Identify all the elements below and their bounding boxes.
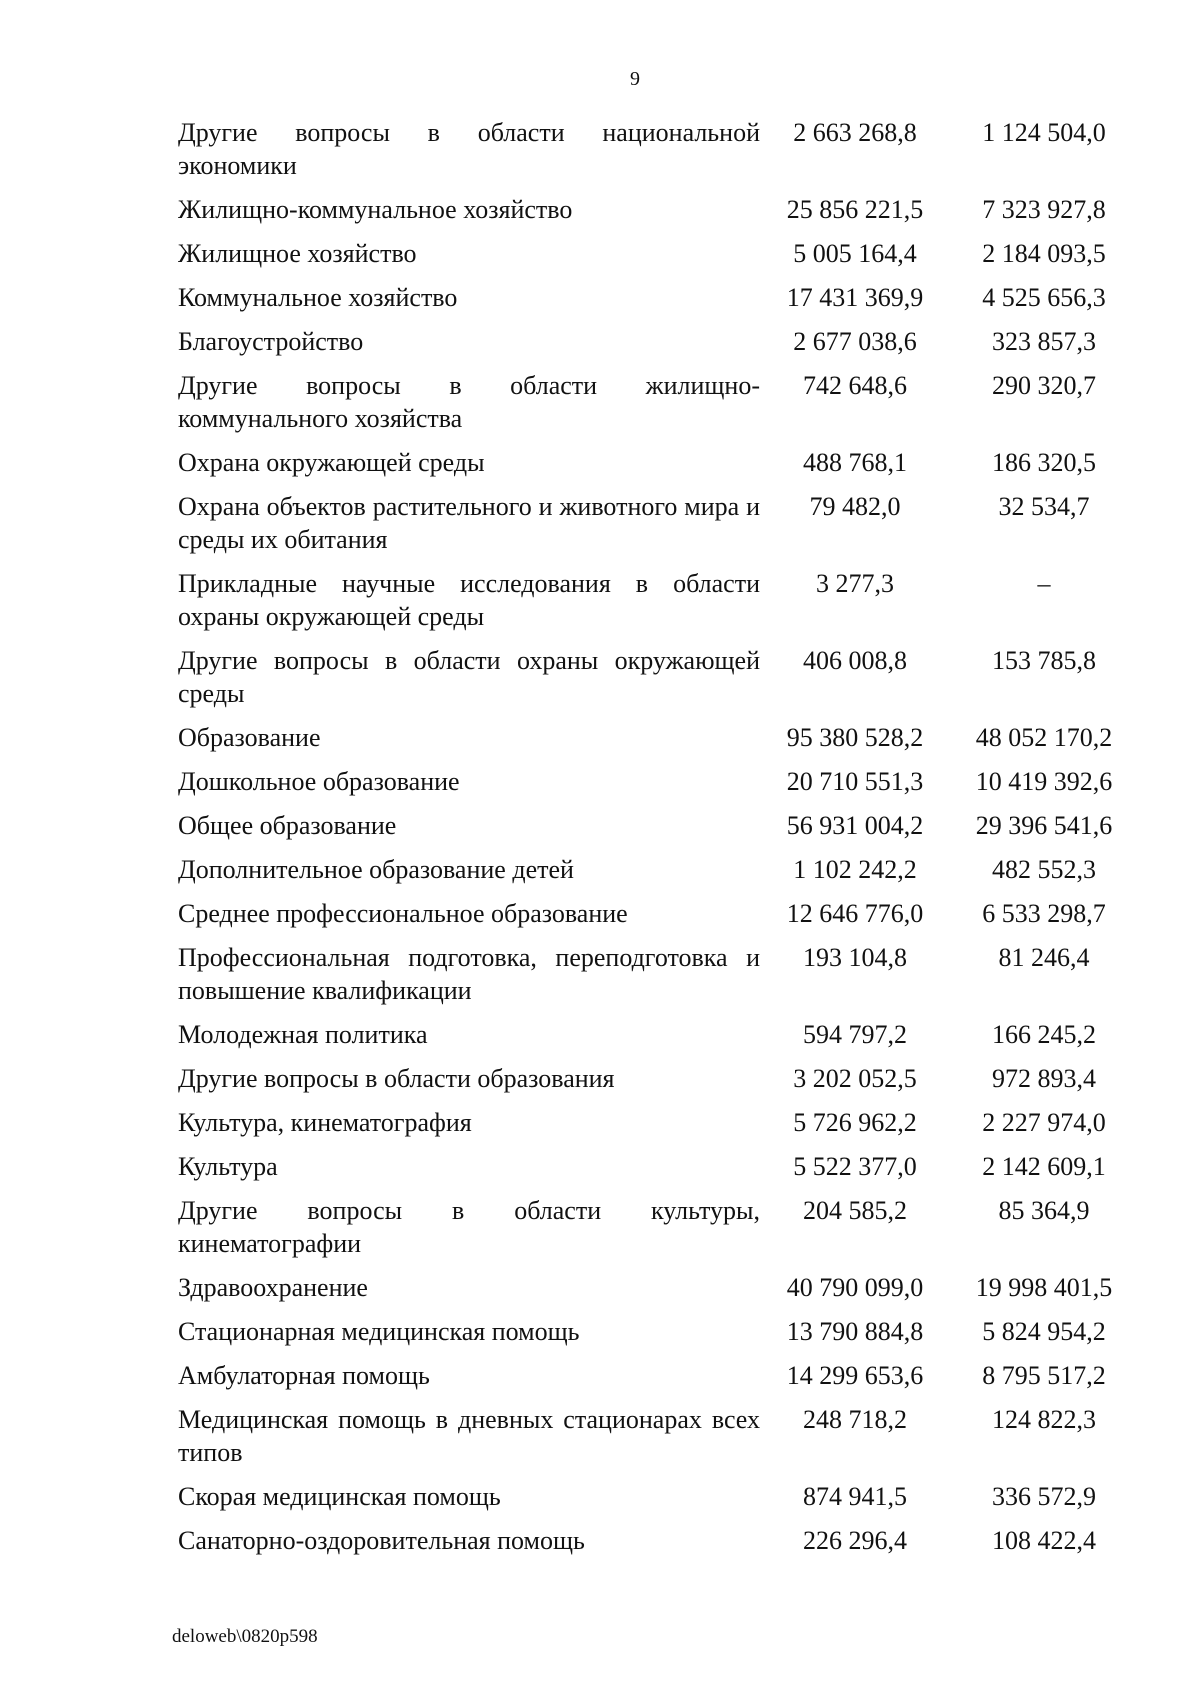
- table-row: [178, 193, 1138, 226]
- row-label: Культура, кинематография: [178, 1108, 472, 1137]
- table-row: [178, 1315, 1138, 1348]
- row-value-1: 2 677 038,6: [793, 327, 917, 356]
- row-label: Другие вопросы в области жилищно-коммунального хозяйства: [178, 371, 760, 433]
- row-value-2: 48 052 170,2: [975, 723, 1113, 752]
- table-row: [178, 1194, 1138, 1260]
- row-value-2: 108 422,4: [992, 1526, 1096, 1555]
- row-value-1: 14 299 653,6: [786, 1361, 924, 1390]
- row-label: Охрана объектов растительного и животного мира и среды их обитания: [178, 492, 760, 554]
- row-value-1: 17 431 369,9: [786, 283, 924, 312]
- row-label: Жилищно-коммунальное хозяйство: [178, 195, 573, 224]
- row-value-2: 8 795 517,2: [982, 1361, 1106, 1390]
- table-row: [178, 281, 1138, 314]
- table-row: [178, 1150, 1138, 1183]
- row-label: Другие вопросы в области культуры, кинематографии: [178, 1196, 760, 1258]
- row-value-2: 336 572,9: [992, 1482, 1096, 1511]
- table-row: [178, 1271, 1138, 1304]
- row-label: Другие вопросы в области охраны окружающей среды: [178, 646, 760, 708]
- row-label: Стационарная медицинская помощь: [178, 1317, 580, 1346]
- table-row: [178, 897, 1138, 930]
- row-value-2: 10 419 392,6: [975, 767, 1113, 796]
- row-value-1: 25 856 221,5: [786, 195, 924, 224]
- row-value-1: 5 005 164,4: [793, 239, 917, 268]
- row-label: Благоустройство: [178, 327, 364, 356]
- row-value-2: 2 227 974,0: [982, 1108, 1106, 1137]
- row-value-2: 32 534,7: [998, 492, 1090, 521]
- row-label: Дополнительное образование детей: [178, 855, 574, 884]
- row-value-2: 323 857,3: [992, 327, 1096, 356]
- row-value-2: 29 396 541,6: [975, 811, 1113, 840]
- row-value-2: 19 998 401,5: [975, 1273, 1113, 1302]
- row-label: Культура: [178, 1152, 278, 1181]
- row-label: Амбулаторная помощь: [178, 1361, 430, 1390]
- row-label: Среднее профессиональное образование: [178, 899, 628, 928]
- row-value-1: 95 380 528,2: [786, 723, 924, 752]
- row-label: Санаторно-оздоровительная помощь: [178, 1526, 585, 1555]
- document-footer-code: deloweb\0820p598: [172, 1626, 318, 1647]
- row-value-2: 290 320,7: [992, 371, 1096, 400]
- row-value-1: 193 104,8: [803, 943, 907, 972]
- row-value-1: 2 663 268,8: [793, 118, 917, 147]
- table-row: [178, 809, 1138, 842]
- row-label: Другие вопросы в области образования: [178, 1064, 615, 1093]
- row-value-1: 3 277,3: [816, 569, 894, 598]
- row-label: Молодежная политика: [178, 1020, 428, 1049]
- row-value-1: 12 646 776,0: [786, 899, 924, 928]
- table-row: [178, 116, 1138, 182]
- table-row: [178, 446, 1138, 479]
- page-number: 9: [630, 68, 640, 90]
- row-value-1: 20 710 551,3: [786, 767, 924, 796]
- table-row: [178, 369, 1138, 435]
- table-row: [178, 1524, 1138, 1557]
- row-value-2: 124 822,3: [992, 1405, 1096, 1434]
- table-row: [178, 1106, 1138, 1139]
- table-row: [178, 490, 1138, 556]
- row-value-1: 5 522 377,0: [793, 1152, 917, 1181]
- row-value-2: 972 893,4: [992, 1064, 1096, 1093]
- row-value-1: 3 202 052,5: [793, 1064, 917, 1093]
- table-row: [178, 853, 1138, 886]
- row-value-2: 6 533 298,7: [982, 899, 1106, 928]
- row-value-2: 1 124 504,0: [982, 118, 1106, 147]
- row-value-1: 5 726 962,2: [793, 1108, 917, 1137]
- table-row: [178, 1403, 1138, 1469]
- table-row: [178, 1018, 1138, 1051]
- row-value-1: 40 790 099,0: [786, 1273, 924, 1302]
- row-value-2: 81 246,4: [998, 943, 1090, 972]
- row-label: Профессиональная подготовка, переподготовка и повышение квалификации: [178, 943, 760, 1005]
- row-value-2: 7 323 927,8: [982, 195, 1106, 224]
- row-value-2: 153 785,8: [992, 646, 1096, 675]
- row-value-1: 488 768,1: [803, 448, 907, 477]
- table-row: [178, 1062, 1138, 1095]
- budget-table: [178, 116, 1138, 1568]
- row-value-1: 1 102 242,2: [793, 855, 917, 884]
- row-value-1: 594 797,2: [803, 1020, 907, 1049]
- row-value-2: 186 320,5: [992, 448, 1096, 477]
- row-label: Охрана окружающей среды: [178, 448, 485, 477]
- table-row: [178, 941, 1138, 1007]
- row-value-1: 406 008,8: [803, 646, 907, 675]
- row-value-1: 248 718,2: [803, 1405, 907, 1434]
- row-label: Скорая медицинская помощь: [178, 1482, 501, 1511]
- row-label: Образование: [178, 723, 321, 752]
- row-value-1: 79 482,0: [809, 492, 901, 521]
- table-row: [178, 644, 1138, 710]
- row-label: Дошкольное образование: [178, 767, 460, 796]
- row-value-1: 226 296,4: [803, 1526, 907, 1555]
- table-row: [178, 567, 1138, 633]
- row-label: Медицинская помощь в дневных стационарах всех типов: [178, 1405, 760, 1467]
- row-value-2: –: [1037, 569, 1051, 598]
- row-label: Здравоохранение: [178, 1273, 368, 1302]
- row-value-1: 204 585,2: [803, 1196, 907, 1225]
- row-value-2: 2 184 093,5: [982, 239, 1106, 268]
- table-row: [178, 1480, 1138, 1513]
- row-value-1: 13 790 884,8: [786, 1317, 924, 1346]
- row-label: Общее образование: [178, 811, 397, 840]
- row-value-2: 4 525 656,3: [982, 283, 1106, 312]
- table-row: [178, 765, 1138, 798]
- row-label: Прикладные научные исследования в области охраны окружающей среды: [178, 569, 760, 631]
- row-value-1: 742 648,6: [803, 371, 907, 400]
- table-row: [178, 237, 1138, 270]
- row-value-2: 85 364,9: [998, 1196, 1090, 1225]
- row-value-2: 166 245,2: [992, 1020, 1096, 1049]
- table-row: [178, 325, 1138, 358]
- row-label: Жилищное хозяйство: [178, 239, 417, 268]
- row-value-2: 5 824 954,2: [982, 1317, 1106, 1346]
- row-label: Другие вопросы в области национальной экономики: [178, 118, 760, 180]
- row-value-2: 482 552,3: [992, 855, 1096, 884]
- row-value-1: 56 931 004,2: [786, 811, 924, 840]
- table-row: [178, 721, 1138, 754]
- row-value-1: 874 941,5: [803, 1482, 907, 1511]
- table-row: [178, 1359, 1138, 1392]
- row-label: Коммунальное хозяйство: [178, 283, 458, 312]
- row-value-2: 2 142 609,1: [982, 1152, 1106, 1181]
